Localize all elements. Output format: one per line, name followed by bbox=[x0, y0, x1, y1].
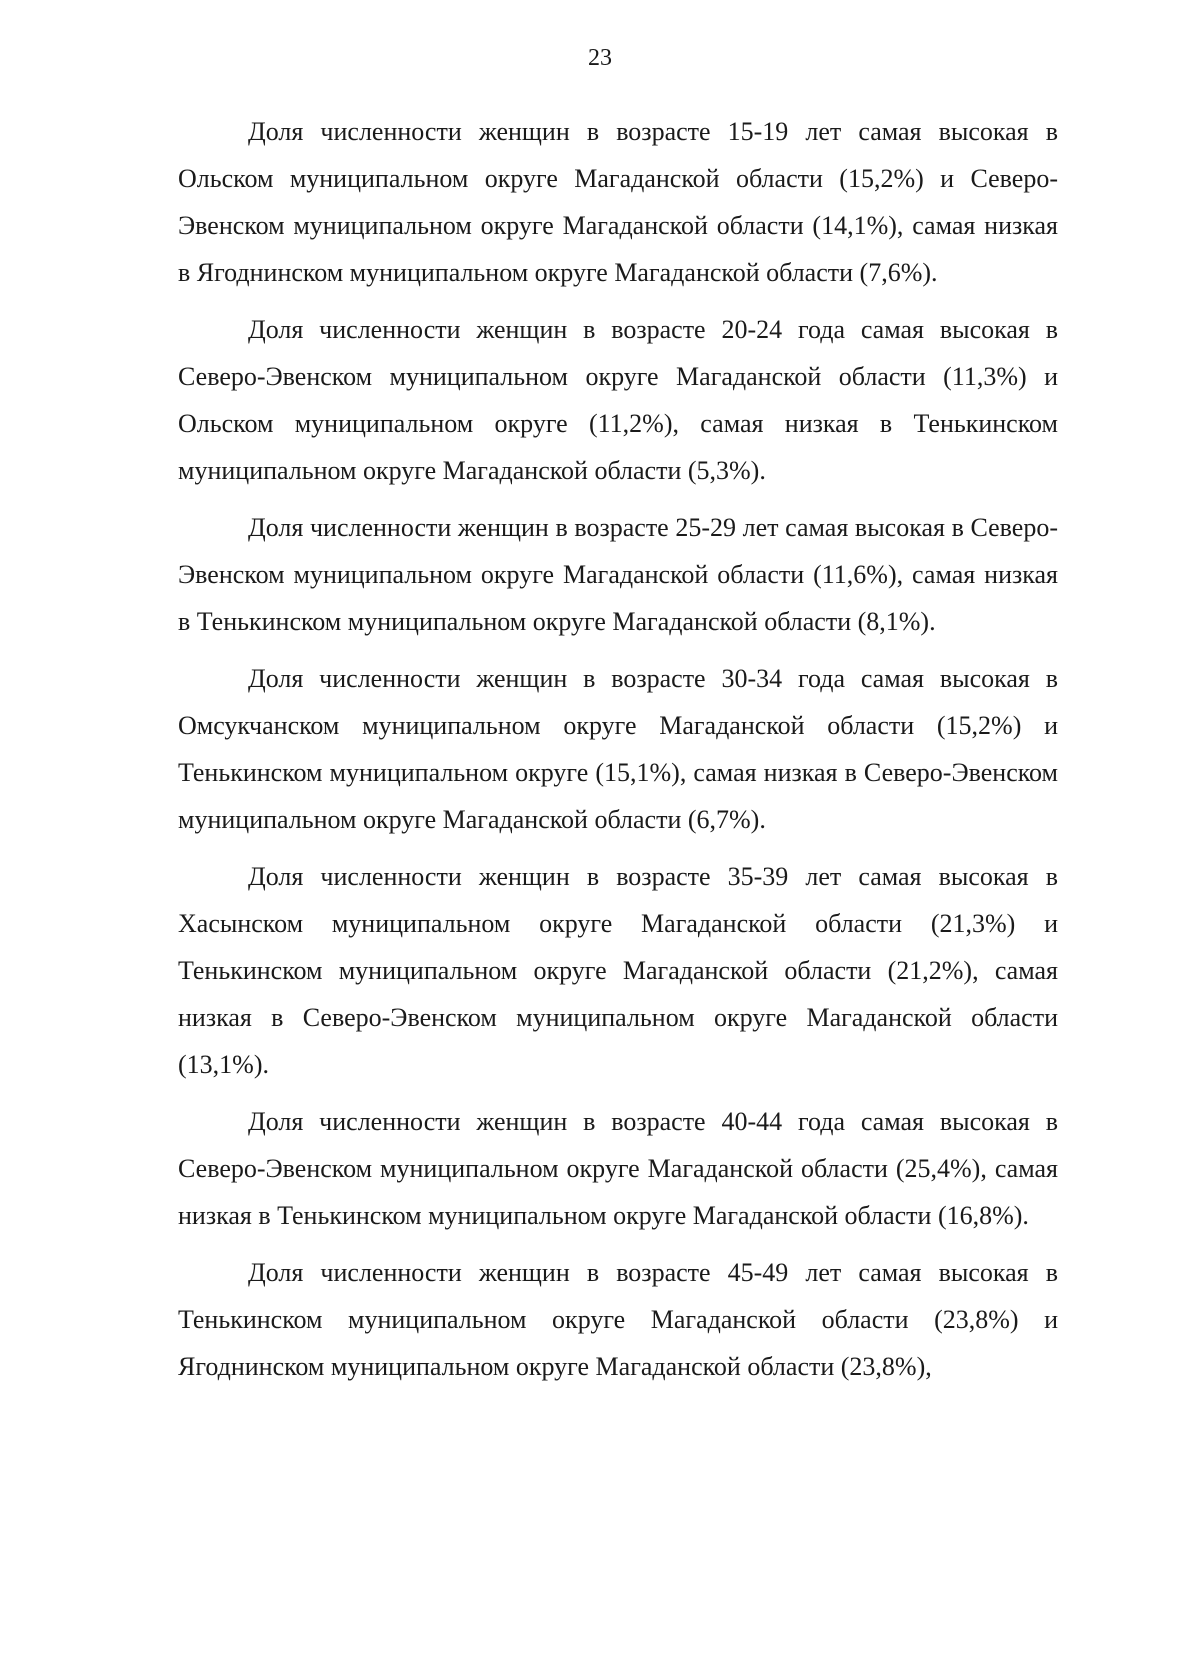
paragraph-age-45-49: Доля численности женщин в возрасте 45-49 лет самая высокая в Тенькинском муниципальном округе Магаданской области (23,8%) и Ягоднинском муниципальном округе Магаданской области (23,8%), bbox=[178, 1258, 1058, 1381]
paragraph-age-40-44: Доля численности женщин в возрасте 40-44 года самая высокая в Северо-Эвенском муниципальном округе Магаданской области (25,4%), самая низкая в Тенькинском муниципальном округе Магаданской области (16,8%). bbox=[178, 1107, 1058, 1230]
paragraph-age-25-29: Доля численности женщин в возрасте 25-29 лет самая высокая в Северо-Эвенском муниципальном округе Магаданской области (11,6%), самая низкая в Тенькинском муниципальном округе Магаданской области (8,1%). bbox=[178, 513, 1058, 636]
paragraph-age-35-39: Доля численности женщин в возрасте 35-39 лет самая высокая в Хасынском муниципальном округе Магаданской области (21,3%) и Тенькинском муниципальном округе Магаданской области (21,2%), самая низкая в Северо-Эвенском муниципальном округе Магаданской области (13,1%). bbox=[178, 862, 1058, 1079]
paragraph-age-30-34: Доля численности женщин в возрасте 30-34 года самая высокая в Омсукчанском муниципальном округе Магаданской области (15,2%) и Тенькинском муниципальном округе (15,1%), самая низкая в Северо-Эвенском муниципальном округе Магаданской области (6,7%). bbox=[178, 664, 1058, 834]
paragraph-age-15-19: Доля численности женщин в возрасте 15-19 лет самая высокая в Ольском муниципальном округе Магаданской области (15,2%) и Северо-Эвенском муниципальном округе Магаданской области (14,1%), самая низкая в Ягоднинском муниципальном округе Магаданской области (7,6%). bbox=[178, 117, 1058, 287]
document-body bbox=[178, 108, 1058, 1400]
page-number: 23 bbox=[588, 45, 612, 71]
paragraph-age-20-24: Доля численности женщин в возрасте 20-24 года самая высокая в Северо-Эвенском муниципальном округе Магаданской области (11,3%) и Ольском муниципальном округе (11,2%), самая низкая в Тенькинском муниципальном округе Магаданской области (5,3%). bbox=[178, 315, 1058, 485]
